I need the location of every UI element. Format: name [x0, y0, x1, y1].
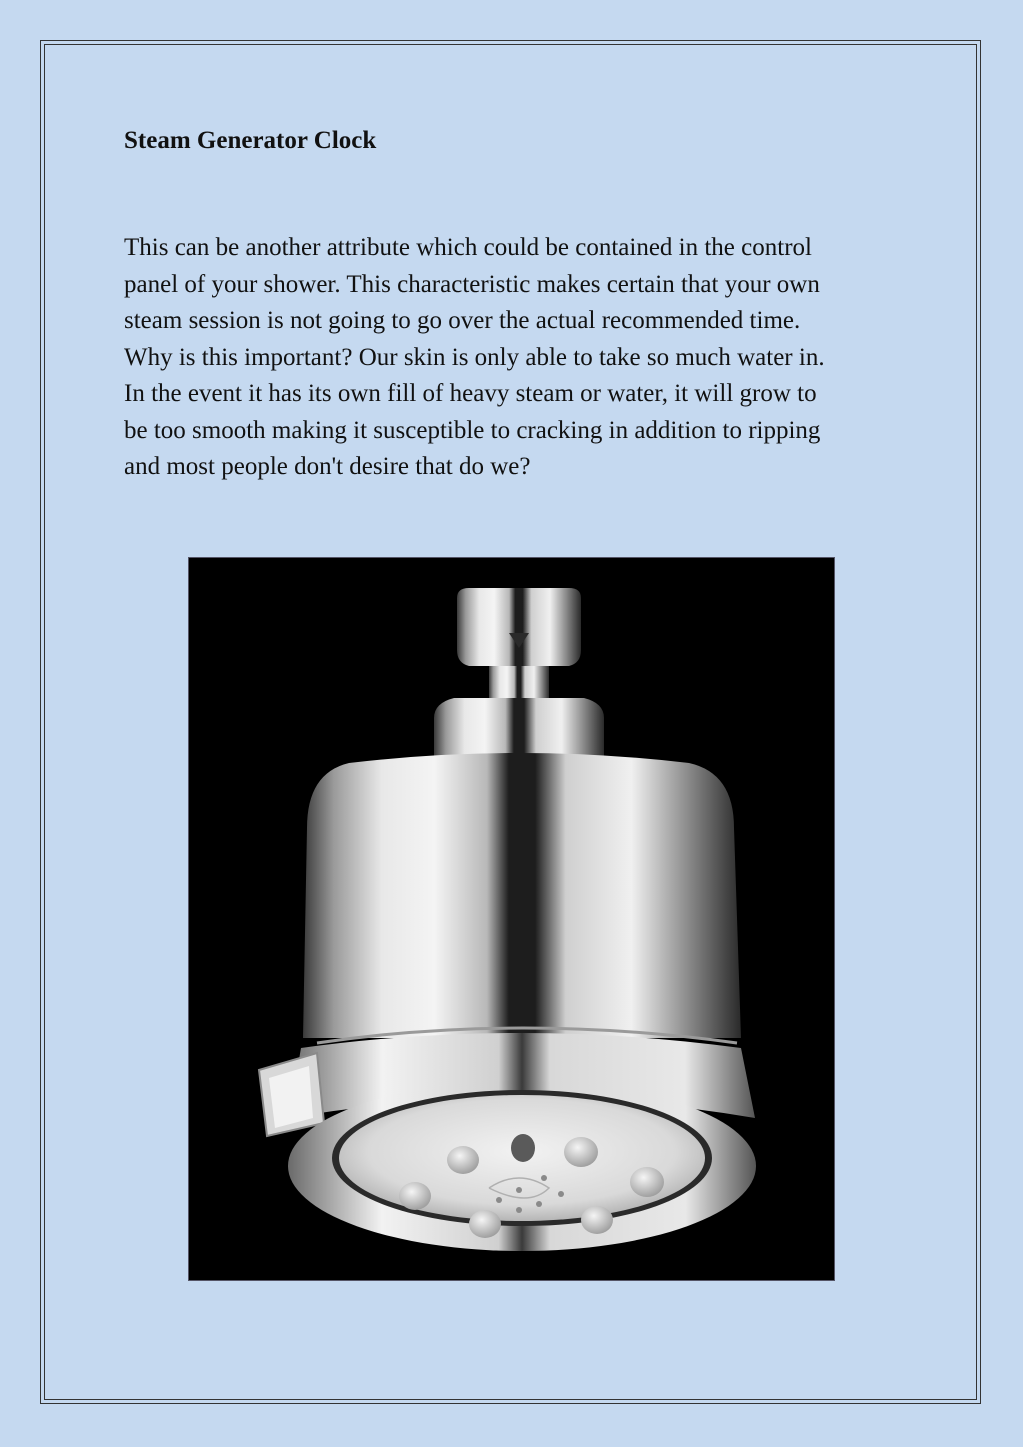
paragraph-line: Why is this important? Our skin is only able to take so much water in.	[124, 343, 825, 371]
paragraph-line: In the event it has its own fill of heavy steam or water, it will grow to	[124, 380, 817, 407]
paragraph-line: be too smooth making it susceptible to cracking in addition to ripping	[124, 416, 821, 444]
paragraph-line: steam session is not going to go over the actual recommended time.	[124, 307, 801, 334]
body-paragraph	[124, 230, 825, 486]
paragraph-line: and most people don't desire that do we?	[124, 453, 531, 480]
paragraph-line: panel of your shower. This characteristic makes certain that your own	[124, 270, 820, 298]
section-heading: Steam Generator Clock	[124, 127, 377, 154]
paragraph-line: This can be another attribute which could be contained in the control	[124, 234, 812, 261]
shower-head-illustration	[189, 558, 834, 1280]
shower-head-photo	[188, 557, 835, 1281]
